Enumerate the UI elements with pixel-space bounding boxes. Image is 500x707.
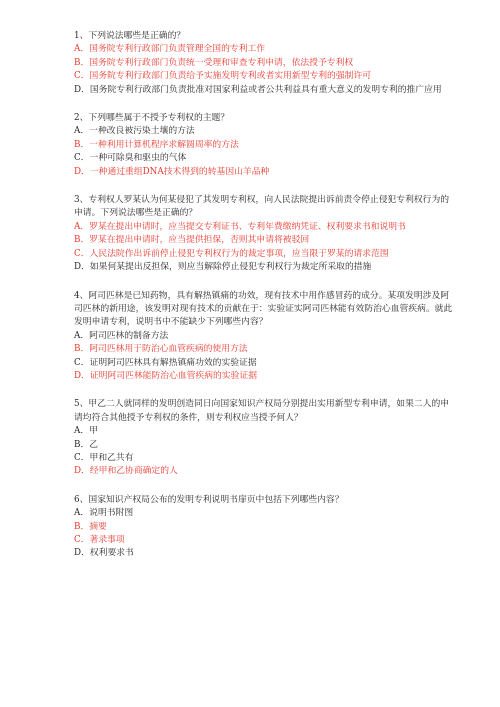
answer-option-highlighted: B．国务院专利行政部门负责统一受理和审查专利申请，依法授予专利权	[74, 57, 354, 68]
answer-option-highlighted: C．著录事项	[74, 535, 125, 545]
question-block	[74, 30, 456, 97]
answer-option-highlighted: D．一种通过重组DNA技术得到的转基因山羊品种	[74, 166, 270, 177]
answer-option: A．一种改良被污染土壤的方法	[74, 126, 195, 137]
question-stem: 5、甲乙二人就同样的发明创造同日向国家知识产权局分别提出实用新型专利申请，如果二人的申请均符合其他授予专利权的条件，则专利权应当授予何人？	[74, 399, 450, 423]
question-block	[74, 398, 456, 478]
question-stem: 6、国家知识产权局公布的发明专利说明书扉页中包括下列哪些内容？	[74, 494, 344, 505]
answer-option-highlighted: C．人民法院作出诉前停止侵犯专利权行为的裁定事项，应当限于罗某的请求范围	[74, 248, 389, 259]
answer-option: C．甲和乙共有	[74, 452, 134, 463]
question-stem: 4、阿司匹林是已知药物，具有解热镇痛的功效，现有技术中用作感冒药的成分。某项发明涉及阿司匹林的新用途，该发明对现有技术的贡献在于：实验证实阿司匹林能有效防治心血管疾病。就此发明申请专利，说明书中不能缺少下列哪些内容？	[74, 290, 453, 328]
answer-option-highlighted: A．国务院专利行政部门负责管理全国的专利工作	[74, 44, 266, 55]
answer-option: D．如果何某提出反担保，则应当解除停止侵犯专利权行为裁定所采取的措施	[74, 262, 372, 273]
answer-option-highlighted: B．一种利用计算机程序求解圆周率的方法	[74, 139, 239, 150]
answer-option-highlighted: B．阿司匹林用于防治心血管疾病的使用方法	[74, 344, 248, 355]
question-stem: 1、下列说法哪些是正确的？	[74, 31, 186, 41]
answer-option: A．阿司匹林的制备方法	[74, 330, 169, 341]
question-block	[74, 194, 456, 274]
answer-option: D．权利要求书	[74, 548, 134, 559]
question-stem: 2、下列哪些属于不授予专利权的主题？	[74, 113, 230, 124]
answer-option: C．一种可除臭和驱虫的气体	[74, 153, 187, 164]
answer-option: B．乙	[74, 439, 99, 450]
answer-option: A．说明书附图	[74, 508, 134, 519]
answer-option-highlighted: B．摘要	[74, 521, 107, 532]
answer-option-highlighted: B．罗某在提出申请时，应当提供担保，否则其申请将被驳回	[74, 235, 310, 246]
question-block	[74, 494, 456, 561]
answer-option-highlighted: C．国务院专利行政部门负责给予实施发明专利或者实用新型专利的强制许可	[74, 71, 372, 82]
answer-option-highlighted: A．罗某在提出申请时，应当提交专利证书、专利年费缴纳凭证、权利要求书和说明书	[74, 221, 406, 232]
answer-option-highlighted: D．证明阿司匹林能防治心血管疾病的实验证据	[74, 370, 257, 381]
answer-option: D．国务院专利行政部门负责批准对国家利益或者公共利益具有重大意义的发明专利的推广应用	[74, 84, 442, 95]
question-block	[74, 290, 456, 384]
answer-option: A．甲	[74, 426, 98, 437]
answer-option-highlighted: D．经甲和乙协商确定的人	[74, 466, 178, 477]
question-block	[74, 112, 456, 179]
question-stem: 3、专利权人罗某认为何某侵犯了其发明专利权，向人民法院提出诉前责令停止侵犯专利权行为的申请。下列说法哪些是正确的？	[74, 195, 450, 219]
answer-option: C．证明阿司匹林具有解热镇痛功效的实验证据	[74, 357, 257, 368]
